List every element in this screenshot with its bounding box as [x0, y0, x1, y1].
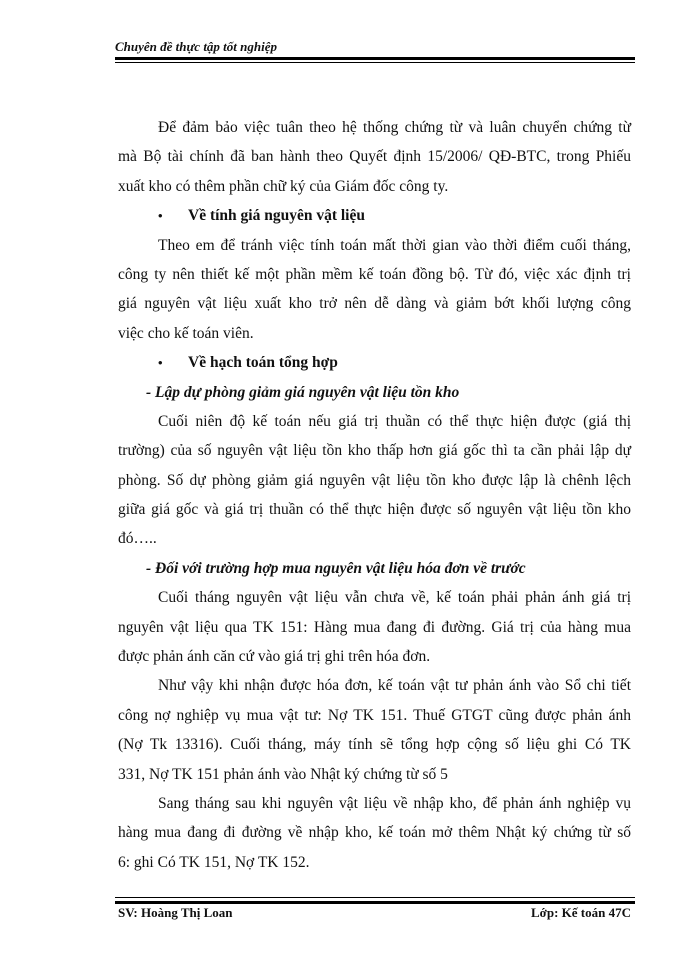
bullet-icon: • [158, 208, 163, 224]
paragraph-line: (Nợ Tk 13316). Cuối tháng, máy tính sẽ tổng hợp cộng số liệu ghi Có TK [118, 736, 631, 754]
paragraph-line: công ty nên thiết kế một phần mềm kế toán đồng bộ. Từ đó, việc xác định trị [118, 265, 631, 283]
paragraph-line: giữa giá gốc và giá trị thuần có thể thực hiện được số nguyên vật liệu tồn kho [118, 501, 631, 519]
page-header-title: Chuyên đề thực tập tốt nghiệp [115, 39, 277, 54]
paragraph-line: 6: ghi Có TK 151, Nợ TK 152. [118, 853, 310, 871]
body-text [118, 113, 631, 877]
section-heading-text: Về hạch toán tổng hợp [188, 354, 338, 372]
paragraph-line: phòng. Số dự phòng giảm giá nguyên vật liệu tồn kho được lập là chênh lệch [118, 471, 631, 489]
paragraph-line: 331, Nợ TK 151 phản ánh vào Nhật ký chứng từ số 5 [118, 765, 448, 783]
sub-heading: - Lập dự phòng giảm giá nguyên vật liệu tồn kho [146, 383, 460, 401]
paragraph-line: công nợ nghiệp vụ mua vật tư: Nợ TK 151. Thuế GTGT cũng được phản ánh [118, 706, 631, 724]
footer-rule-thick [115, 901, 635, 904]
paragraph-line: giá nguyên vật liệu xuất kho trở nên dễ dàng và giảm bớt khối lượng công [118, 295, 631, 313]
page-footer [118, 905, 631, 921]
paragraph-line: Cuối niên độ kế toán nếu giá trị thuần có thể thực hiện được (giá thị [158, 412, 631, 430]
paragraph-line: Để đảm bảo việc tuân theo hệ thống chứng từ và luân chuyển chứng từ [158, 119, 631, 136]
bullet-icon: • [158, 355, 163, 371]
paragraph-line: việc cho kế toán viên. [118, 324, 254, 342]
paragraph-line: mà Bộ tài chính đã ban hành theo Quyết định 15/2006/ QĐ-BTC, trong Phiếu [118, 148, 631, 166]
paragraph-line: được phản ánh căn cứ vào giá trị ghi trên hóa đơn. [118, 648, 431, 666]
footer-student: SV: Hoàng Thị Loan [118, 905, 233, 920]
footer-rule-thin [115, 897, 635, 898]
section-heading-text: Về tính giá nguyên vật liệu [188, 207, 365, 225]
paragraph-line: Cuối tháng nguyên vật liệu vẫn chưa về, kế toán phải phản ánh giá trị [158, 589, 631, 607]
paragraph-line: Sang tháng sau khi nguyên vật liệu về nhập kho, để phản ánh nghiệp vụ [158, 794, 631, 812]
paragraph-line: đó….. [118, 530, 157, 548]
header-rule-thin [115, 62, 635, 63]
section-heading [118, 348, 631, 377]
paragraph-line: trường) của số nguyên vật liệu tồn kho thấp hơn giá gốc thì ta cần phải lập dự [118, 442, 631, 460]
sub-heading: - Đối với trường hợp mua nguyên vật liệu hóa đơn về trước [146, 559, 526, 577]
section-heading [118, 201, 631, 230]
paragraph-line: Theo em để tránh việc tính toán mất thời gian vào thời điểm cuối tháng, [158, 236, 631, 254]
header-rule-thick [115, 57, 635, 60]
paragraph-line: hàng mua đang đi đường về nhập kho, kế toán mở thêm Nhật ký chứng từ số [118, 824, 631, 842]
footer-class: Lớp: Kế toán 47C [530, 905, 631, 920]
paragraph-line: xuất kho có thêm phần chữ ký của Giám đốc công ty. [118, 177, 449, 195]
paragraph-line: nguyên vật liệu qua TK 151: Hàng mua đang đi đường. Giá trị của hàng mua [118, 618, 631, 636]
paragraph-line: Như vậy khi nhận được hóa đơn, kế toán vật tư phản ánh vào Sổ chi tiết [158, 677, 631, 695]
